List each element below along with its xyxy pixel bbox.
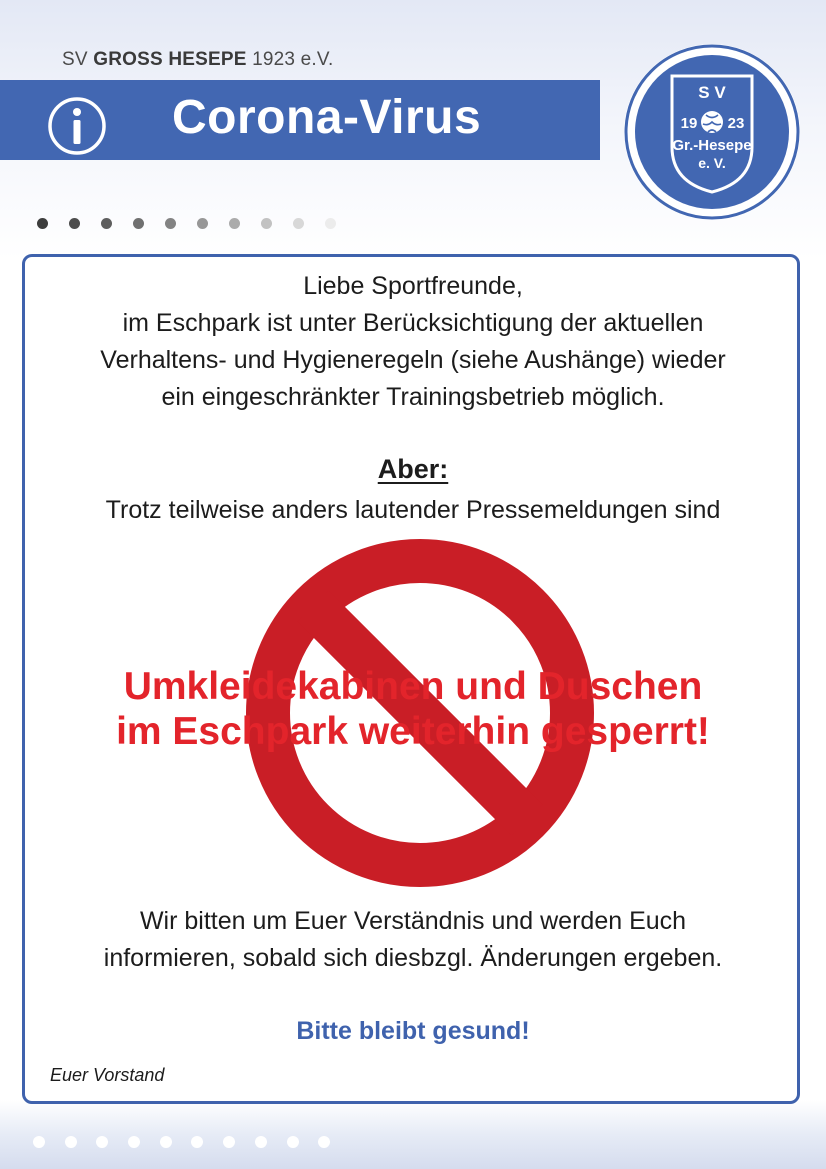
dot [261, 218, 272, 229]
intro-line: im Eschpark ist unter Berücksichtigung der aktuellen [122, 309, 704, 337]
dot [191, 1136, 203, 1148]
warning-line: im Eschpark weiterhin gesperrt! [116, 710, 710, 753]
org-prefix: SV [62, 49, 88, 70]
logo-sv: S V [698, 83, 726, 102]
dot [223, 1136, 235, 1148]
intro-text [0, 268, 826, 416]
trotz-text: Trotz teilweise anders lautender Pressemeldungen sind [105, 496, 721, 524]
dot [229, 218, 240, 229]
club-logo [622, 42, 802, 222]
intro-line: Liebe Sportfreunde, [303, 272, 523, 300]
dot [293, 218, 304, 229]
intro-line: ein eingeschränkter Trainingsbetrieb möglich. [161, 383, 665, 411]
dot [65, 1136, 77, 1148]
info-icon [46, 95, 108, 157]
org-name: GROSS HESEPE [93, 49, 247, 70]
stay-healthy-text: Bitte bleibt gesund! [296, 1017, 530, 1045]
logo-year-left: 19 [680, 115, 698, 132]
dot [197, 218, 208, 229]
org-line [62, 49, 334, 71]
dot [128, 1136, 140, 1148]
dot [37, 218, 48, 229]
dot [318, 1136, 330, 1148]
warning-line: Umkleidekabinen und Duschen [123, 665, 703, 708]
dot [160, 1136, 172, 1148]
dot [33, 1136, 45, 1148]
aber-heading: Aber: [377, 454, 449, 484]
dot [325, 218, 336, 229]
logo-place: Gr.-Hesepe [672, 137, 752, 154]
signature: Euer Vorstand [50, 1065, 165, 1085]
warning-text [0, 664, 826, 754]
dot [287, 1136, 299, 1148]
closing-line: informieren, sobald sich diesbzgl. Änderungen ergeben. [103, 944, 723, 972]
dot [69, 218, 80, 229]
soccer-ball-icon [701, 111, 723, 133]
page-title: Corona-Virus [172, 91, 482, 144]
logo-year-right: 23 [727, 115, 745, 132]
dot [255, 1136, 267, 1148]
closing-text [0, 903, 826, 977]
intro-line: Verhaltens- und Hygieneregeln (siehe Aushänge) wieder [100, 346, 726, 374]
closing-line: Wir bitten um Euer Verständnis und werden Euch [139, 907, 687, 935]
dot [101, 218, 112, 229]
decorative-dots-bottom [33, 1136, 350, 1148]
org-suffix: 1923 e.V. [252, 49, 334, 70]
dot [165, 218, 176, 229]
logo-suffix: e. V. [698, 155, 726, 171]
dot [133, 218, 144, 229]
dot [96, 1136, 108, 1148]
decorative-dots-top [37, 218, 357, 229]
